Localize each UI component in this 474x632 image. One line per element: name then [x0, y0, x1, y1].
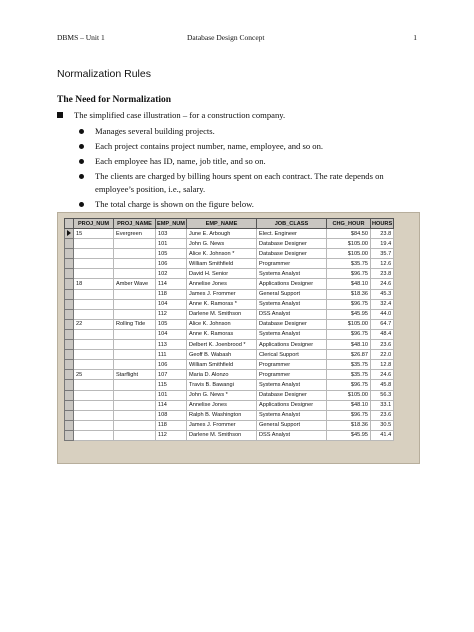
table-cell[interactable]: Systems Analyst [256, 269, 326, 279]
table-row[interactable] [65, 420, 394, 430]
table-cell[interactable] [74, 430, 114, 440]
table-cell[interactable]: Clerical Support [256, 350, 326, 360]
table-cell[interactable] [114, 360, 156, 370]
row-selector[interactable] [65, 249, 74, 259]
table-cell[interactable]: $26.87 [326, 350, 370, 360]
round-bullet-icon [79, 144, 84, 149]
list-item: The clients are charged by billing hours spent on each contract. The rate depends on employee’s position, i.e., salary. [79, 170, 395, 196]
table-cell[interactable]: 33.1 [370, 400, 393, 410]
table-row[interactable] [65, 249, 394, 259]
table-cell[interactable]: 23.6 [370, 340, 393, 350]
table-cell[interactable] [114, 390, 156, 400]
table-cell[interactable]: John G. News [186, 239, 256, 249]
table-row[interactable] [65, 370, 394, 380]
table-cell[interactable] [74, 239, 114, 249]
table-cell[interactable]: $18.36 [326, 289, 370, 299]
table-cell[interactable] [74, 410, 114, 420]
table-cell[interactable]: William Smithfield [186, 360, 256, 370]
table-cell[interactable]: Geoff B. Wabash [186, 350, 256, 360]
table-cell[interactable] [74, 340, 114, 350]
table-cell[interactable]: David H. Senior [186, 269, 256, 279]
round-bullet-icon [79, 159, 84, 164]
table-cell[interactable]: Systems Analyst [256, 410, 326, 420]
table-cell[interactable]: 48.4 [370, 329, 393, 339]
table-cell[interactable] [74, 329, 114, 339]
table-row[interactable] [65, 289, 394, 299]
table-cell[interactable] [114, 239, 156, 249]
table-cell[interactable]: Delbert K. Joenbrood * [186, 340, 256, 350]
column-header[interactable]: CHG_HOUR [326, 219, 370, 229]
table-cell[interactable]: Elect. Engineer [256, 229, 326, 239]
table-row[interactable] [65, 360, 394, 370]
table-cell[interactable] [74, 390, 114, 400]
table-cell[interactable] [114, 329, 156, 339]
table-cell[interactable]: Starflight [114, 370, 156, 380]
table-cell[interactable] [74, 400, 114, 410]
table-cell[interactable]: 105 [156, 249, 187, 259]
table-cell[interactable]: Applications Designer [256, 279, 326, 289]
table-cell[interactable]: Database Designer [256, 319, 326, 329]
table-cell[interactable] [114, 299, 156, 309]
table-cell[interactable]: 104 [156, 329, 187, 339]
table-row[interactable] [65, 279, 394, 289]
row-selector[interactable] [65, 329, 74, 339]
table-cell[interactable]: June E. Arbough [186, 229, 256, 239]
bullet-list [79, 125, 395, 213]
table-cell[interactable]: 105 [156, 319, 187, 329]
table-cell[interactable]: 25 [74, 370, 114, 380]
table-row[interactable] [65, 229, 394, 239]
table-cell[interactable]: James J. Frommer [186, 420, 256, 430]
column-header[interactable]: JOB_CLASS [256, 219, 326, 229]
table-cell[interactable]: Programmer [256, 360, 326, 370]
table-cell[interactable]: Darlene M. Smithson [186, 309, 256, 319]
table-cell[interactable]: General Support [256, 420, 326, 430]
table-cell[interactable]: DSS Analyst [256, 309, 326, 319]
table-cell[interactable]: 113 [156, 340, 187, 350]
row-selector[interactable] [65, 259, 74, 269]
table-cell[interactable]: Ralph B. Washington [186, 410, 256, 420]
table-cell[interactable]: 106 [156, 259, 187, 269]
page-number: 1 [413, 33, 417, 42]
table-cell[interactable]: 35.7 [370, 249, 393, 259]
square-bullet-icon [57, 112, 63, 118]
table-cell[interactable]: Database Designer [256, 249, 326, 259]
table-cell[interactable]: $96.75 [326, 410, 370, 420]
table-cell[interactable]: Programmer [256, 259, 326, 269]
table-cell[interactable]: Evergreen [114, 229, 156, 239]
column-header[interactable]: PROJ_NAME [114, 219, 156, 229]
table-cell[interactable]: $35.75 [326, 370, 370, 380]
table-cell[interactable]: Applications Designer [256, 340, 326, 350]
table-row[interactable] [65, 269, 394, 279]
table-cell[interactable]: Darlene M. Smithson [186, 430, 256, 440]
table-row[interactable] [65, 239, 394, 249]
table-cell[interactable]: 24.6 [370, 279, 393, 289]
table-cell[interactable]: 19.4 [370, 239, 393, 249]
row-selector[interactable] [65, 229, 74, 239]
table-row[interactable] [65, 340, 394, 350]
table-cell[interactable]: $105.00 [326, 390, 370, 400]
project-employee-table [64, 218, 394, 441]
table-cell[interactable]: Systems Analyst [256, 380, 326, 390]
table-cell[interactable]: Systems Analyst [256, 329, 326, 339]
table-cell[interactable] [114, 420, 156, 430]
table-cell[interactable]: James J. Frommer [186, 289, 256, 299]
table-cell[interactable]: 102 [156, 269, 187, 279]
list-item: Each employee has ID, name, job title, and so on. [79, 155, 395, 168]
table-cell[interactable] [74, 269, 114, 279]
column-header[interactable]: EMP_NAME [186, 219, 256, 229]
table-cell[interactable] [114, 400, 156, 410]
table-row[interactable] [65, 380, 394, 390]
table-cell[interactable]: $48.10 [326, 400, 370, 410]
table-cell[interactable] [74, 380, 114, 390]
table-cell[interactable]: $105.00 [326, 239, 370, 249]
row-selector[interactable] [65, 360, 74, 370]
header-topic: Database Design Concept [187, 33, 265, 42]
row-selector[interactable] [65, 279, 74, 289]
table-row[interactable] [65, 299, 394, 309]
table-cell[interactable]: Anne K. Ramoras * [186, 299, 256, 309]
table-row[interactable] [65, 309, 394, 319]
datasheet-figure [57, 212, 420, 464]
table-cell[interactable]: 103 [156, 229, 187, 239]
table-cell[interactable]: 64.7 [370, 319, 393, 329]
row-selector[interactable] [65, 340, 74, 350]
table-cell[interactable] [74, 309, 114, 319]
row-selector[interactable] [65, 299, 74, 309]
row-selector[interactable] [65, 380, 74, 390]
table-cell[interactable]: 118 [156, 420, 187, 430]
table-cell[interactable]: 24.6 [370, 370, 393, 380]
table-cell[interactable]: Programmer [256, 370, 326, 380]
table-cell[interactable] [114, 410, 156, 420]
column-header[interactable]: PROJ_NUM [74, 219, 114, 229]
table-cell[interactable]: 45.8 [370, 380, 393, 390]
table-cell[interactable]: 115 [156, 380, 187, 390]
row-selector[interactable] [65, 370, 74, 380]
table-cell[interactable]: 112 [156, 430, 187, 440]
table-cell[interactable] [74, 259, 114, 269]
table-cell[interactable]: Database Designer [256, 390, 326, 400]
table-cell[interactable]: DSS Analyst [256, 430, 326, 440]
row-selector[interactable] [65, 390, 74, 400]
table-cell[interactable]: 32.4 [370, 299, 393, 309]
round-bullet-icon [79, 202, 84, 207]
column-header[interactable]: HOURS [371, 220, 393, 227]
table-cell[interactable]: 101 [156, 390, 187, 400]
row-selector[interactable] [65, 269, 74, 279]
table-cell[interactable] [114, 289, 156, 299]
table-cell[interactable] [74, 299, 114, 309]
table-cell[interactable]: 18 [74, 279, 114, 289]
table-cell[interactable]: William Smithfield [186, 259, 256, 269]
table-cell[interactable]: Maria D. Alonzo [186, 370, 256, 380]
table-cell[interactable] [114, 350, 156, 360]
table-cell[interactable]: Annelise Jones [186, 400, 256, 410]
table-row[interactable] [65, 259, 394, 269]
row-selector[interactable] [65, 319, 74, 329]
table-cell[interactable]: 114 [156, 400, 187, 410]
table-cell[interactable] [114, 249, 156, 259]
table-cell[interactable] [114, 340, 156, 350]
table-cell[interactable]: $48.10 [326, 340, 370, 350]
row-selector[interactable] [65, 420, 74, 430]
table-cell[interactable]: $35.75 [326, 259, 370, 269]
table-cell[interactable] [74, 350, 114, 360]
table-cell[interactable]: Amber Wave [114, 279, 156, 289]
row-selector[interactable] [65, 410, 74, 420]
table-cell[interactable]: Alice K. Johnson * [186, 249, 256, 259]
table-cell[interactable]: 118 [156, 289, 187, 299]
header-course: DBMS – Unit 1 [57, 33, 105, 42]
table-cell[interactable]: $35.75 [326, 360, 370, 370]
table-row[interactable] [65, 319, 394, 329]
table-cell[interactable]: $105.00 [326, 319, 370, 329]
table-cell[interactable]: 12.6 [370, 259, 393, 269]
table-cell[interactable]: Rolling Tide [114, 319, 156, 329]
row-selector[interactable] [65, 239, 74, 249]
column-header[interactable]: EMP_NUM [157, 220, 185, 227]
row-selector[interactable] [65, 350, 74, 360]
table-cell[interactable]: 12.8 [370, 360, 393, 370]
table-cell[interactable]: $96.75 [326, 269, 370, 279]
table-cell[interactable]: $96.75 [326, 329, 370, 339]
table-cell[interactable]: $96.75 [326, 299, 370, 309]
table-cell[interactable]: Applications Designer [256, 400, 326, 410]
table-cell[interactable]: $48.10 [326, 279, 370, 289]
table-cell[interactable]: 15 [74, 229, 114, 239]
table-cell[interactable]: 108 [156, 410, 187, 420]
table-cell[interactable] [114, 259, 156, 269]
table-row[interactable] [65, 430, 394, 440]
table-cell[interactable] [74, 249, 114, 259]
list-item: Each project contains project number, name, employee, and so on. [79, 140, 395, 153]
round-bullet-icon [79, 174, 84, 179]
table-cell[interactable]: 101 [156, 239, 187, 249]
round-bullet-icon [79, 129, 84, 134]
table-cell[interactable]: Systems Analyst [256, 299, 326, 309]
table-cell[interactable] [74, 360, 114, 370]
table-cell[interactable]: $18.36 [326, 420, 370, 430]
table-cell[interactable]: 56.3 [370, 390, 393, 400]
row-selector[interactable] [65, 289, 74, 299]
row-selector[interactable] [65, 309, 74, 319]
table-cell[interactable]: 104 [156, 299, 187, 309]
table-cell[interactable]: 30.5 [370, 420, 393, 430]
table-cell[interactable] [74, 420, 114, 430]
table-cell[interactable]: 41.4 [370, 430, 393, 440]
table-cell[interactable]: $45.95 [326, 309, 370, 319]
table-cell[interactable]: $84.50 [326, 229, 370, 239]
table-cell[interactable]: General Support [256, 289, 326, 299]
table-cell[interactable]: 114 [156, 279, 187, 289]
table-cell[interactable] [74, 289, 114, 299]
table-row[interactable] [65, 350, 394, 360]
table-cell[interactable]: 112 [156, 309, 187, 319]
table-cell[interactable]: 22.0 [370, 350, 393, 360]
table-cell[interactable]: 23.8 [370, 269, 393, 279]
table-cell[interactable]: Annelise Jones [186, 279, 256, 289]
table-cell[interactable]: 106 [156, 360, 187, 370]
list-item: Manages several building projects. [79, 125, 395, 138]
table-cell[interactable]: 22 [74, 319, 114, 329]
table-cell[interactable]: Alice K. Johnson [186, 319, 256, 329]
current-record-arrow-icon [67, 230, 71, 236]
table-cell[interactable]: Database Designer [256, 239, 326, 249]
page-header [57, 33, 417, 45]
table-cell[interactable] [114, 380, 156, 390]
table-cell[interactable]: 23.8 [370, 229, 393, 239]
table-cell[interactable]: 107 [156, 370, 187, 380]
table-cell[interactable]: $45.95 [326, 430, 370, 440]
table-cell[interactable]: $105.00 [326, 249, 370, 259]
table-cell[interactable]: 44.0 [370, 309, 393, 319]
table-cell[interactable]: 111 [156, 350, 187, 360]
intro-text: The simplified case illustration – for a construction company. [74, 110, 286, 120]
table-cell[interactable] [114, 309, 156, 319]
table-row[interactable] [65, 329, 394, 339]
table-cell[interactable]: Anne K. Ramoras [186, 329, 256, 339]
row-selector-header [65, 219, 74, 229]
row-selector[interactable] [65, 430, 74, 440]
list-item: The total charge is shown on the figure below. [79, 198, 395, 211]
table-cell[interactable]: 23.6 [370, 410, 393, 420]
row-selector[interactable] [65, 400, 74, 410]
table-cell[interactable]: $96.75 [326, 380, 370, 390]
table-cell[interactable]: 45.3 [370, 289, 393, 299]
subsection-title: The Need for Normalization [57, 95, 172, 105]
table-row[interactable] [65, 400, 394, 410]
section-title: Normalization Rules [57, 68, 151, 80]
table-header-row [65, 219, 394, 229]
table-cell[interactable] [114, 269, 156, 279]
table-cell[interactable]: John G. News * [186, 390, 256, 400]
table-row[interactable] [65, 410, 394, 420]
table-cell[interactable] [114, 430, 156, 440]
table-row[interactable] [65, 390, 394, 400]
table-cell[interactable]: Travis B. Bawangi [186, 380, 256, 390]
